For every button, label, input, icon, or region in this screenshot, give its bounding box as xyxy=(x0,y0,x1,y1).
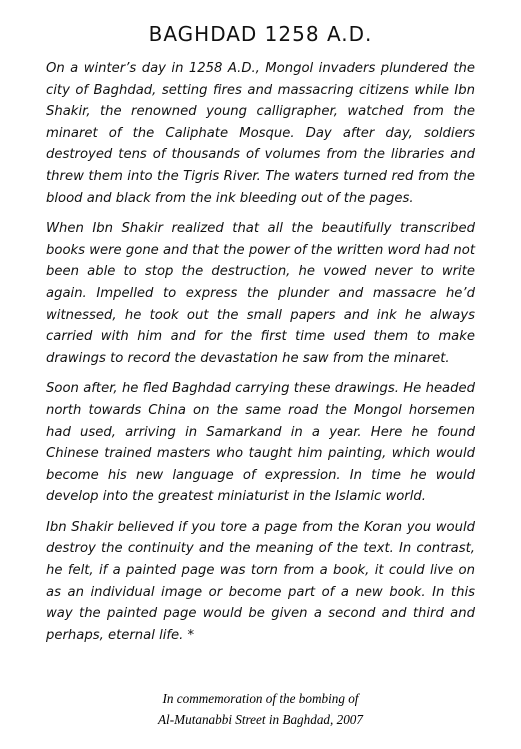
paragraph-4: Ibn Shakir believed if you tore a page from the Koran you would destroy the continuity and the meaning of the text. In contrast, he felt, if a painted page was torn from a book, it could live on as an individual image or become part of a new book. In this way the painted page would be given a second and third and perhaps, eternal life. * xyxy=(46,519,475,643)
paragraph-2: When Ibn Shakir realized that all the beautifully transcribed books were gone and that the power of the written word had not been able to stop the destruction, he vowed never to write again. Impelled to express the plunder and massacre he’d witnessed, he took out the small papers and ink he always carried with him and for the first time used them to make drawings to record the devastation he saw from the minaret. xyxy=(46,221,475,366)
page-title: BAGHDAD 1258 A.D. xyxy=(148,22,373,46)
paragraph-1: On a winter’s day in 1258 A.D., Mongol invaders plundered the city of Baghdad, setting fires and massacring citizens while Ibn Shakir, the renowned young calligrapher, watched from the minaret of the Caliphate Mosque. Day after day, soldiers destroyed tens of thousands of volumes from the libraries and threw them into the Tigris River. The waters turned red from the blood and black from the ink bleeding out of the pages. xyxy=(46,61,475,206)
footer-line-1: In commemoration of the bombing of xyxy=(162,691,359,706)
footer-line-2: Al-Mutanabbi Street in Baghdad, 2007 xyxy=(158,712,363,727)
paragraph-3: Soon after, he fled Baghdad carrying these drawings. He headed north towards China on the same road the Mongol horsemen had used, arriving in Samarkand in a year. Here he found Chinese trained masters who taught him painting, which would become his new language of expression. In time he would develop into the greatest miniaturist in the Islamic world. xyxy=(46,381,475,505)
dedication-footer xyxy=(0,688,521,730)
